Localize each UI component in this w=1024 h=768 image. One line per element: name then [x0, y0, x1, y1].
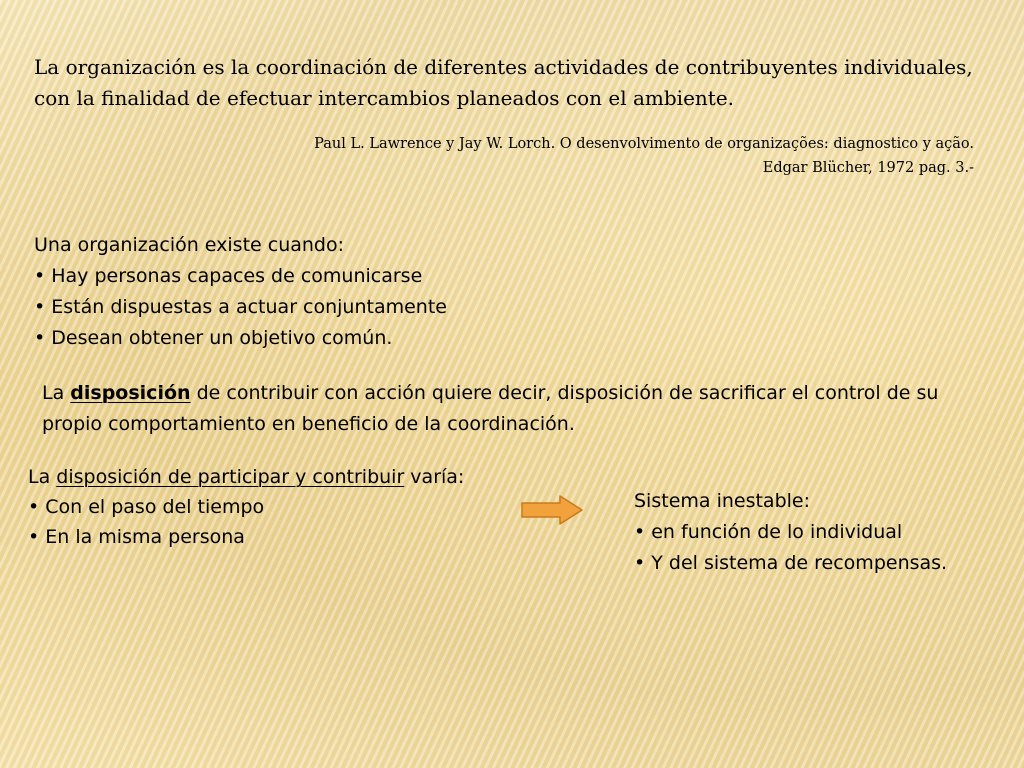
participation-keyword: disposición de participar y contribuir: [56, 466, 405, 488]
disposition-keyword: disposición: [70, 382, 191, 404]
quote-text: La organización es la coordinación de diferentes actividades de contribuyentes individuales, con la finalidad de efectuar intercambios planeados con el ambiente.: [34, 55, 973, 110]
arrow-shape: [522, 496, 582, 524]
citation-line-2: Edgar Blücher, 1972 pag. 3.-: [762, 160, 974, 176]
citation: [314, 132, 974, 180]
participation-heading: [28, 462, 464, 492]
disposition-prefix: La: [42, 382, 71, 404]
list-item: • En la misma persona: [28, 526, 245, 548]
exists-heading: Una organización existe cuando:: [34, 234, 345, 256]
list-item: • Hay personas capaces de comunicarse: [34, 265, 423, 287]
participation-prefix: La: [28, 466, 57, 488]
list-item: • Desean obtener un objetivo común.: [34, 327, 393, 349]
participation-list: [28, 462, 464, 552]
citation-line-1: Paul L. Lawrence y Jay W. Lorch. O desenvolvimento de organizações: diagnostico y ação.: [314, 136, 974, 152]
right-arrow-icon: [520, 494, 584, 526]
list-item: • en función de lo individual: [634, 521, 903, 543]
list-item: • Están dispuestas a actuar conjuntamente: [34, 296, 447, 318]
organization-exists-list: [34, 230, 447, 354]
system-list: [634, 486, 947, 579]
list-item: • Con el paso del tiempo: [28, 496, 265, 518]
system-heading: Sistema inestable:: [634, 490, 811, 512]
list-item: • Y del sistema de recompensas.: [634, 552, 948, 574]
disposition-rest: de contribuir con acción quiere decir, disposición de sacrificar el control de su propio comportamiento en beneficio de la coordinación.: [42, 382, 939, 435]
participation-suffix: varía:: [404, 466, 465, 488]
disposition-paragraph: [42, 378, 982, 440]
